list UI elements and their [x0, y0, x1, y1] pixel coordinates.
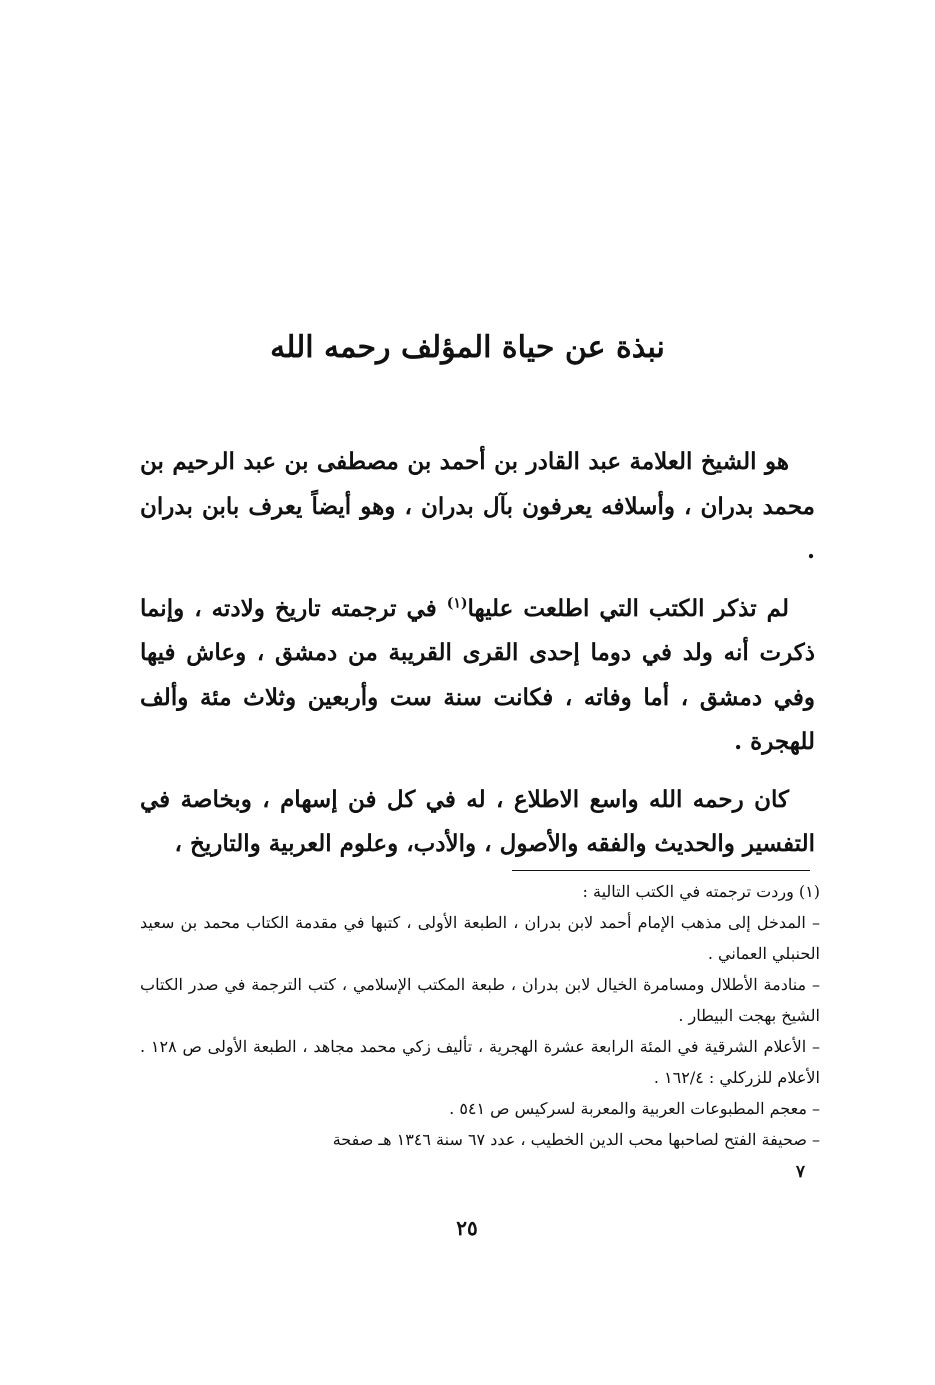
footnote-item: – منادمة الأطلال ومسامرة الخيال لابن بدران ، طبعة المكتب الإسلامي ، كتب الترجمة في صدر الكتاب الشيخ بهجت البيطار .	[140, 975, 820, 1025]
footnote-reference: (١)	[446, 594, 468, 611]
paragraph-birth-death	[140, 587, 815, 765]
footnote-item: – صحيفة الفتح لصاحبها محب الدين الخطيب ، عدد ٦٧ سنة ١٣٤٦ هـ صفحة	[332, 1130, 820, 1149]
footnote-divider	[512, 870, 810, 871]
footnote-item: – المدخل إلى مذهب الإمام أحمد لابن بدران ، الطبعة الأولى ، كتبها في مقدمة الكتاب محمد بن سعيد الحنبلي العماني .	[140, 913, 820, 963]
footnote-item: – معجم المطبوعات العربية والمعربة لسركيس ص ٥٤١ .	[449, 1099, 820, 1118]
footnote-continuation: ٧	[795, 1162, 805, 1182]
page-title: نبذة عن حياة المؤلف رحمه الله	[270, 330, 665, 365]
paragraph-biography: هو الشيخ العلامة عبد القادر بن أحمد بن مصطفى بن عبد الرحيم بن محمد بدران ، وأسلافه يعرفون بآل بدران ، وهو أيضاً يعرف بابن بدران .	[140, 448, 815, 564]
main-text	[140, 440, 815, 880]
footnote-heading: (١) وردت ترجمته في الكتب التالية :	[582, 882, 820, 901]
footnotes	[140, 876, 820, 1155]
footnote-item: – الأعلام الشرقية في المئة الرابعة عشرة الهجرية ، تأليف زكي محمد مجاهد ، الطبعة الأولى ص ١٢٨ . الأعلام للزركلي : ١٦٢/٤ .	[140, 1037, 821, 1087]
page-number: ٢٥	[456, 1216, 478, 1240]
paragraph-knowledge: كان رحمه الله واسع الاطلاع ، له في كل فن إسهام ، وبخاصة في التفسير والحديث والفقه والأصول ، والأدب، وعلوم العربية والتاريخ ،	[140, 785, 815, 857]
paragraph-text: في ترجمته تاريخ ولادته ، وإنما ذكرت أنه ولد في دوما إحدى القرى القريبة من دمشق ، وعاش فيها وفي دمشق ، أما وفاته ، فكانت سنة ست وأربعين وثلاث مئة وألف للهجرة .	[140, 594, 815, 755]
paragraph-text: لم تذكر الكتب التي اطلعت عليها	[467, 594, 789, 622]
